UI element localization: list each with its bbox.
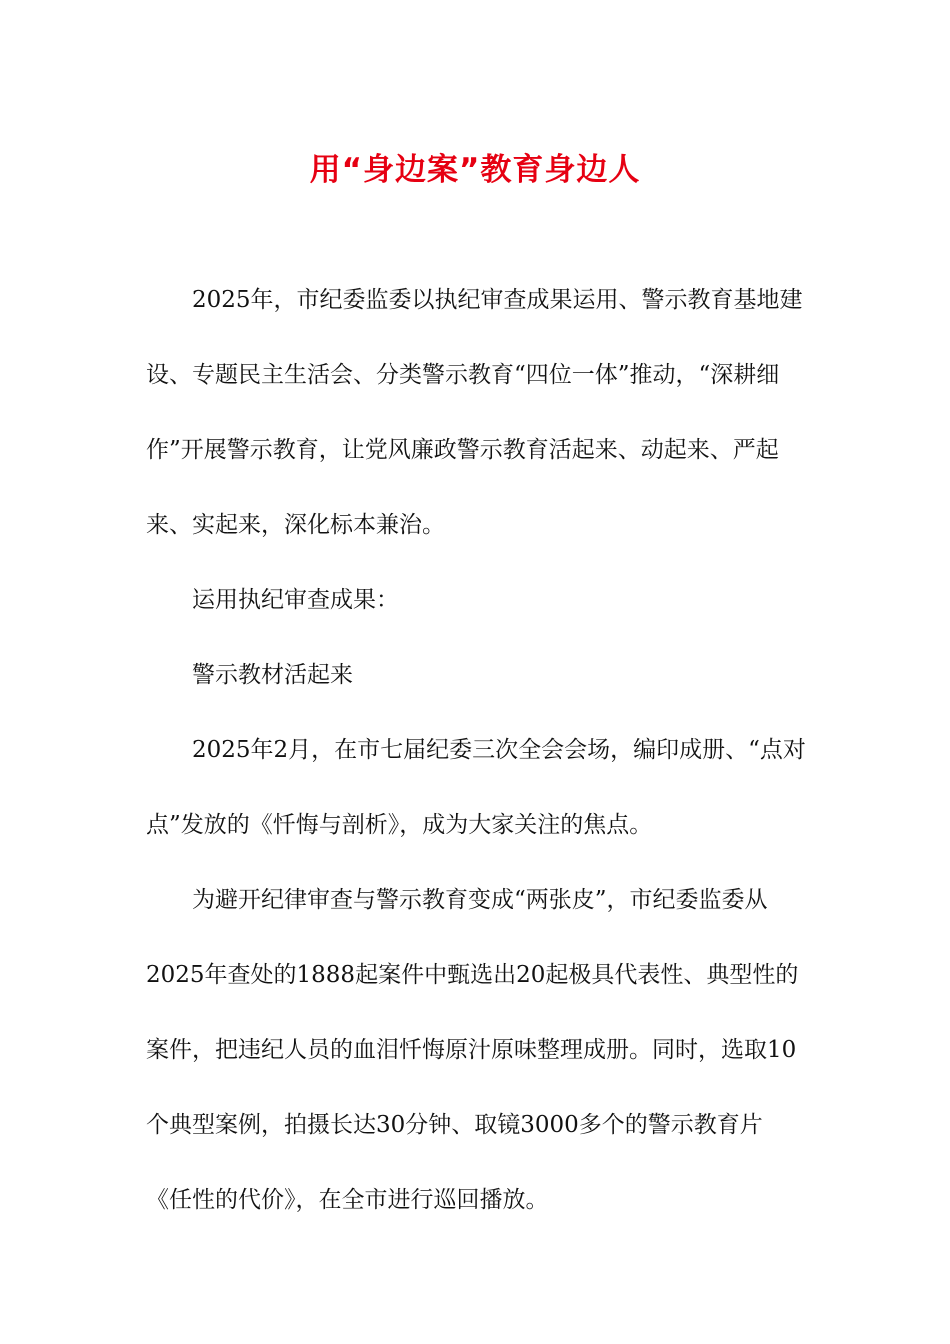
paragraph-subheading: 警示教材活起来 <box>192 662 353 688</box>
paragraph-intro: 2025年，市纪委监委以执纪审查成果运用、警示教育基地建设、专题民主生活会、分类警示教育“四位一体”推动，“深耕细作”开展警示教育，让党风廉政警示教育活起来、动起来、严起来、实起来，深化标本兼治。 <box>146 287 803 538</box>
document-title: 用“身边案”教育身边人 <box>309 152 641 188</box>
paragraph-section-heading: 运用执纪审查成果： <box>192 587 399 613</box>
paragraph-case-selection: 为避开纪律审查与警示教育变成“两张皮”，市纪委监委从2025年查处的1888起案件中甄选出20起极具代表性、典型性的案件，把违纪人员的血泪忏悔原汁原味整理成册。同时，选取10个典型案例，拍摄长达30分钟、取镜3000多个的警示教育片《任性的代价》，在全市进行巡回播放。 <box>146 887 799 1213</box>
paragraph-plenary-session: 2025年2月，在市七届纪委三次全会会场，编印成册、“点对点”发放的《忏悔与剖析》，成为大家关注的焦点。 <box>146 737 806 838</box>
document-body <box>146 263 806 1238</box>
